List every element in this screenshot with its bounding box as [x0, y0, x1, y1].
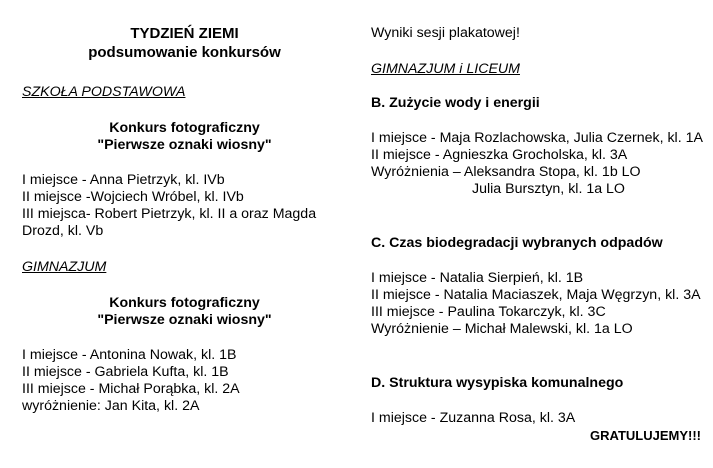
result-item: II miejsce -Wojciech Wróbel, kl. IVb: [22, 189, 244, 205]
result-item: I miejsce - Maja Rozlachowska, Julia Czernek, kl. 1A: [371, 130, 703, 146]
contest-name: Konkurs fotograficzny: [109, 295, 260, 311]
contest-theme: "Pierwsze oznaki wiosny": [97, 312, 272, 328]
page-subtitle: podsumowanie konkursów: [88, 44, 281, 61]
result-item: Wyróżnienia – Aleksandra Stopa, kl. 1b LO: [371, 164, 641, 180]
result-item: I miejsce - Antonina Nowak, kl. 1B: [22, 347, 237, 363]
results-list-gimnazjum: [22, 347, 347, 415]
topic-title-d: D. Struktura wysypiska komunalnego: [371, 375, 624, 391]
results-list-primary: [22, 172, 347, 240]
result-item: III miejsca- Robert Pietrzyk, kl. II a oraz Magda Drozd, kl. Vb: [22, 206, 317, 239]
result-item: III miejsce - Paulina Tokarczyk, kl. 3C: [371, 304, 606, 320]
results-list-c: [371, 270, 706, 338]
result-item: II miejsce - Natalia Maciaszek, Maja Węgrzyn, kl. 3A: [371, 287, 701, 303]
result-item: II miejsce - Agnieszka Grocholska, kl. 3A: [371, 147, 628, 163]
result-item: I miejsce - Zuzanna Rosa, kl. 3A: [371, 410, 576, 426]
intro-text: Wyniki sesji plakatowej!: [371, 25, 520, 41]
contest-theme: "Pierwsze oznaki wiosny": [97, 137, 272, 153]
section-heading-primary-school: SZKOŁA PODSTAWOWA: [22, 84, 186, 100]
result-item: wyróżnienie: Jan Kita, kl. 2A: [22, 398, 200, 414]
results-list-b: [371, 130, 706, 198]
result-item: I miejsce - Natalia Sierpień, kl. 1B: [371, 270, 584, 286]
congratulations-text: GRATULUJEMY!!!: [590, 428, 701, 443]
result-item: II miejsce - Gabriela Kufta, kl. 1B: [22, 364, 229, 380]
result-item: I miejsce - Anna Pietrzyk, kl. IVb: [22, 172, 225, 188]
topic-title-b: B. Zużycie wody i energii: [371, 95, 540, 111]
section-heading-gimnazjum-liceum: GIMNAZJUM i LICEUM: [371, 61, 520, 77]
result-item: Wyróżnienie – Michał Malewski, kl. 1a LO: [371, 321, 633, 337]
result-item: Julia Bursztyn, kl. 1a LO: [472, 181, 625, 197]
result-item: III miejsce - Michał Porąbka, kl. 2A: [22, 381, 240, 397]
results-list-d: [371, 410, 706, 427]
page-title: TYDZIEŃ ZIEMI: [130, 25, 239, 42]
topic-title-c: C. Czas biodegradacji wybranych odpadów: [371, 235, 663, 251]
contest-name: Konkurs fotograficzny: [109, 120, 260, 136]
section-heading-gimnazjum: GIMNAZJUM: [22, 259, 107, 275]
